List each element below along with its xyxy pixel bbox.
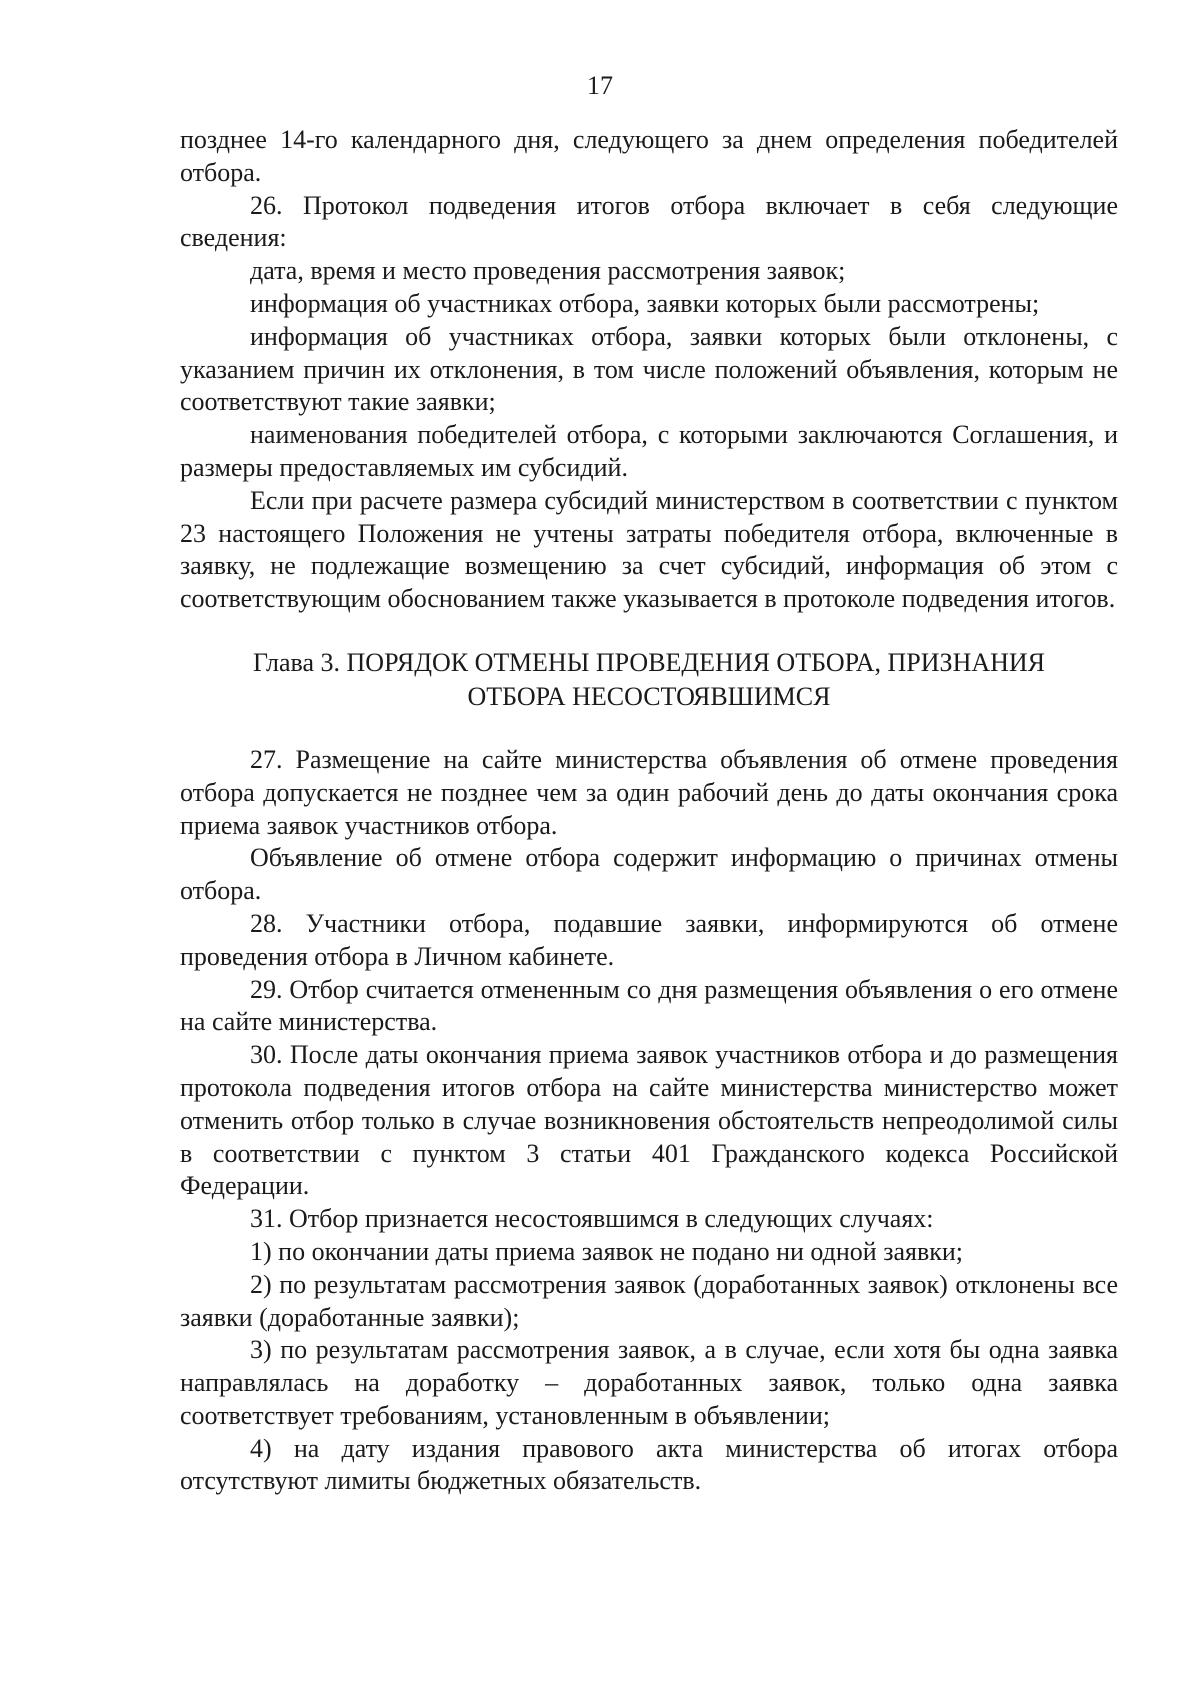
paragraph-26: 26. Протокол подведения итогов отбора включает в себя следующие сведения: <box>180 190 1118 253</box>
document-body <box>180 124 1118 1498</box>
paragraph-31: 31. Отбор признается несостоявшимся в следующих случаях: <box>250 1204 934 1234</box>
list-item-rejected-participants: информация об участниках отбора, заявки которых были отклонены, с указанием причин их отклонения, в том числе положений объявления, которым не соответствуют такие заявки; <box>180 321 1118 417</box>
paragraph-continuation: позднее 14-го календарного дня, следующего за днем определения победителей отбора. <box>180 125 1118 187</box>
paragraph-28: 28. Участники отбора, подавшие заявки, информируются об отмене проведения отбора в Личном кабинете. <box>180 908 1118 971</box>
paragraph-cancel-announcement: Объявление об отмене отбора содержит информацию о причинах отмены отбора. <box>180 843 1118 906</box>
list-item-31-1: 1) по окончании даты приема заявок не подано ни одной заявки; <box>250 1236 964 1266</box>
list-item-winners: наименования победителей отбора, с которыми заключаются Соглашения, и размеры предоставляемых им субсидий. <box>180 420 1118 482</box>
paragraph-29: 29. Отбор считается отмененным со дня размещения объявления о его отмене на сайте министерства. <box>180 974 1118 1037</box>
chapter-heading <box>180 646 1118 714</box>
chapter-heading-line-1: Глава 3. ПОРЯДОК ОТМЕНЫ ПРОВЕДЕНИЯ ОТБОРА, ПРИЗНАНИЯ <box>252 647 1046 677</box>
paragraph-27: 27. Размещение на сайте министерства объявления об отмене проведения отбора допускается не позднее чем за один рабочий день до даты окончания срока приема заявок участников отбора. <box>180 744 1118 840</box>
list-item-31-3: 3) по результатам рассмотрения заявок, а в случае, если хотя бы одна заявка направлялась на доработку – доработанных заявок, только одна заявка соответствует требованиям, установленным в объявлении; <box>180 1335 1118 1430</box>
page-number: 17 <box>587 71 613 100</box>
paragraph-costs-note: Если при расчете размера субсидий министерством в соответствии с пунктом 23 настоящего Положения не учтены затраты победителя отбора, включенные в заявку, не подлежащие возмещению за счет субсидий, информация об этом с соответствующим обоснованием также указывается в протоколе подведения итогов. <box>180 485 1118 614</box>
chapter-heading-line-2: ОТБОРА НЕСОСТОЯВШИМСЯ <box>467 681 831 711</box>
paragraph-30: 30. После даты окончания приема заявок участников отбора и до размещения протокола подведения итогов отбора на сайте министерства министерство может отменить отбор только в случае возникновения обстоятельств непреодолимой силы в соответствии с пунктом 3 статьи 401 Гражданского кодекса Российской Федерации. <box>180 1040 1118 1201</box>
list-item-31-4: 4) на дату издания правового акта министерства об итогах отбора отсутствуют лимиты бюджетных обязательств. <box>180 1433 1118 1496</box>
list-item-reviewed-participants: информация об участниках отбора, заявки которых были рассмотрены; <box>250 288 1040 318</box>
list-item-31-2: 2) по результатам рассмотрения заявок (доработанных заявок) отклонены все заявки (доработанные заявки); <box>180 1269 1118 1332</box>
list-item-date-time-place: дата, время и место проведения рассмотрения заявок; <box>250 256 846 286</box>
